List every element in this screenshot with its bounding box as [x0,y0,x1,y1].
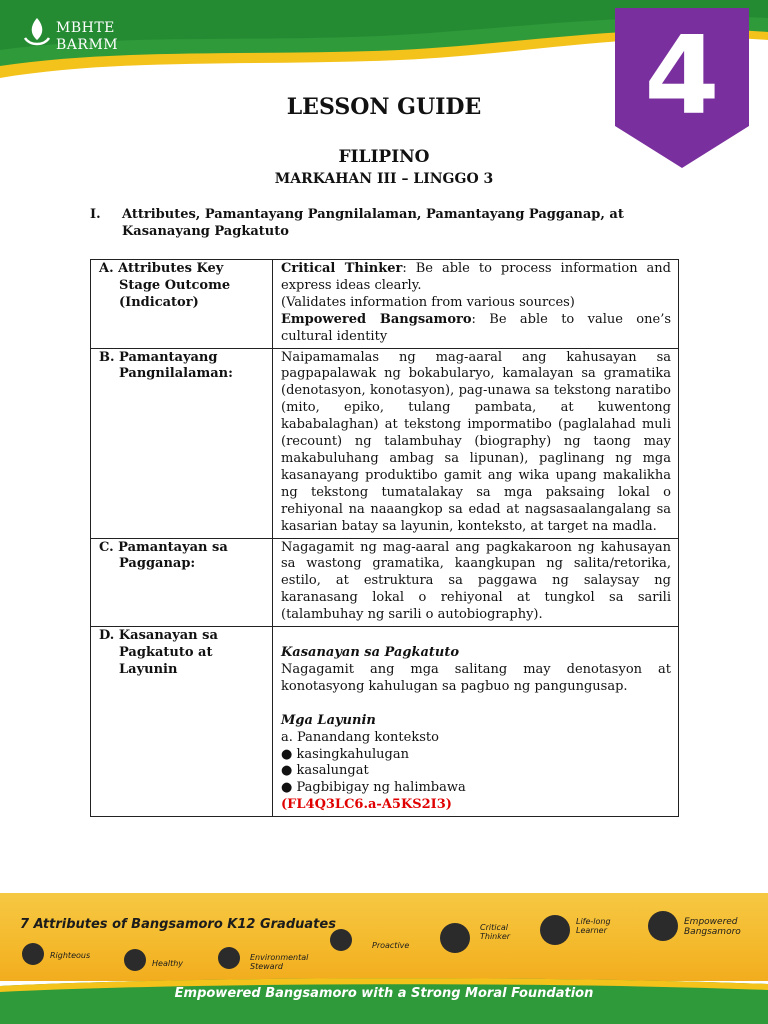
attribute-label: Environmental Steward [250,953,309,971]
critical-thinker-note: (Validates information from various sources) [281,294,575,310]
layunin-bullet: ● kasingkahulugan [281,746,409,762]
layunin-bullet: ● kasalungat [281,763,369,779]
row-label: C. Pamantayan sa Pagganap: [91,538,273,627]
section-heading [90,206,680,240]
competency-code: (FL4Q3LC6.a-A5KS2I3) [281,797,452,813]
row-content: Naipamamalas ng mag-aaral ang kahusayan sa pagpapalawak ng bokabularyo, kamalayan sa gramatika (denotasyon, konotasyon), pag-unawa sa tekstong naratibo (mito, epiko, tulang pambata, at kuwentong kababalaghan) at tekstong impormatibo (paglalahad muli (recount) ng talambuhay (biography) ng taong may makabuluhang ambag sa lipunan), paglinang ng mga kasanayang produktibo gamit ang wika upang makalikha ng tekstong tumatalakay sa mga paksaing lokal o rehiyonal na naaangkop sa edad at nagsasaalangalang sa kasarian batay sa layunin, konteksto, at target na madla. [273,348,679,538]
row-content: Nagagamit ng mag-aaral ang pagkakaroon ng kahusayan sa wastong gramatika, kaangkupan ng salita/retorika, estilo, at estruktura sa paggawa ng salaysay ng karanasang lokal o rehiyonal at tungkol sa sarili (talambuhay ng sarili o autobiography). [273,538,679,627]
grade-number: 4 [644,14,720,139]
subject-title: FILIPINO [338,147,430,167]
attribute-label: Critical Thinker [480,923,511,941]
book-icon [540,915,570,945]
table-row [91,348,679,538]
section-title: Attributes, Pamantayang Pangnilalaman, Pamantayang Pagganap, at Kasanayang Pagkatuto [122,207,624,239]
brain-gear-icon [440,923,470,953]
logo-line-1: MBHTE [56,20,115,36]
scale-icon [22,943,44,965]
fist-icon [648,911,678,941]
logo-line-2: BARMM [56,37,119,53]
attribute-label: Life-long Learner [576,917,611,935]
layunin-bullet: ● Pagbibigay ng halimbawa [281,780,466,796]
page-title: LESSON GUIDE [286,94,482,120]
attribute-label: Empowered Bangsamoro [684,917,741,937]
layunin-heading: Mga Layunin [281,712,376,728]
runner-icon [124,949,146,971]
row-content [273,627,679,817]
table-row [91,627,679,817]
lesson-table [90,259,679,817]
table-row [91,260,679,349]
quarter-week: MARKAHAN III – LINGGO 3 [274,171,494,187]
attributes-title: 7 Attributes of Bangsamoro K12 Graduates [20,917,336,932]
layunin-item: a. Panandang konteksto [281,729,439,745]
section-number: I. [90,207,101,222]
empowered-bangsamoro-term: Empowered Bangsamoro [281,311,472,327]
mbhte-logo [22,16,132,60]
row-content: Critical Thinker: Be able to process information and express ideas clearly. (Validates information from various sources) Empowered Bangsamoro: Be able to value one’s cultural identity [273,260,679,349]
row-label: A. Attributes Key Stage Outcome (Indicator) [91,260,273,349]
attribute-label: Righteous [50,951,91,960]
row-label: D. Kasanayan sa Pagkatuto at Layunin [91,627,273,817]
row-label: B. Pamantayang Pangnilalaman: [91,348,273,538]
plant-hands-icon [218,947,240,969]
attribute-label: Proactive [372,941,410,950]
leaf-emblem-icon [22,16,52,50]
kasanayan-heading: Kasanayan sa Pagkatuto [281,645,460,661]
footer-banner [0,893,768,1024]
footer-tagline: Empowered Bangsamoro with a Strong Moral Foundation [174,986,594,1001]
critical-thinker-term: Critical Thinker [281,261,403,276]
table-row [91,538,679,627]
rocket-icon [330,929,352,951]
kasanayan-text: Nagagamit ang mga salitang may denotasyon at konotasyong kahulugan sa pagbuo ng pangungusap. [281,661,671,694]
attribute-label: Healthy [152,959,184,968]
